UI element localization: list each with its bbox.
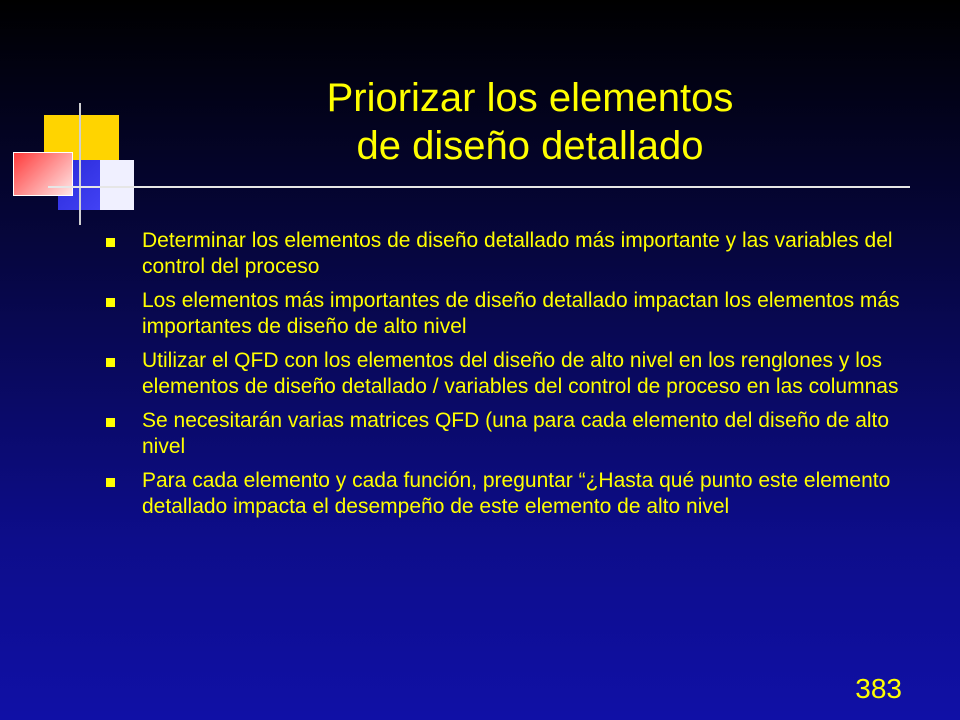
square-bullet-icon [106,418,115,427]
bullet-text: Determinar los elementos de diseño detallado más importante y las variables del control del proceso [142,229,893,278]
bullet-item [100,288,910,340]
slide-title-line-1: Priorizar los elementos [326,76,734,120]
slide-title [180,74,880,170]
bullet-item [100,228,910,280]
bullet-text: Se necesitarán varias matrices QFD (una para cada elemento del diseño de alto nivel [142,409,890,458]
decorative-vertical-line [79,103,81,225]
page-number: 383 [855,673,902,704]
bullet-text: Para cada elemento y cada función, preguntar “¿Hasta qué punto este elemento detallado impacta el desempeño de este elemento de alto nivel [142,469,891,518]
square-bullet-icon [106,298,115,307]
square-bullet-icon [106,358,115,367]
bullet-text: Los elementos más importantes de diseño detallado impactan los elementos más importantes de diseño de alto nivel [142,289,900,338]
title-divider-line [48,186,910,188]
bullet-item [100,408,910,460]
slide-title-line-2: de diseño detallado [356,124,704,168]
bullet-text: Utilizar el QFD con los elementos del diseño de alto nivel en los renglones y los elementos de diseño detallado / variables del control de proceso en las columnas [142,349,899,398]
bullet-list [100,228,910,528]
square-bullet-icon [106,478,115,487]
decorative-red-square [13,152,73,196]
bullet-item [100,468,910,520]
square-bullet-icon [106,238,115,247]
decorative-light-square [100,160,134,210]
bullet-item [100,348,910,400]
